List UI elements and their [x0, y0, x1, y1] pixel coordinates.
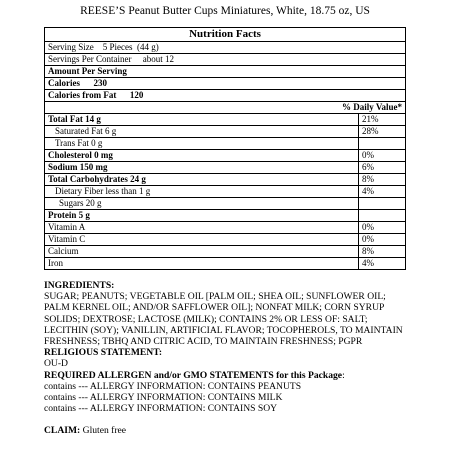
- nutrient-daily-value: 8%: [359, 246, 406, 258]
- serving-size: Serving Size 5 Pieces (44 g): [45, 42, 406, 54]
- nutrient-daily-value: 4%: [359, 186, 406, 198]
- daily-value-header-row: [45, 102, 406, 114]
- nutrient-daily-value: 8%: [359, 174, 406, 186]
- nutrition-heading-row: [45, 28, 406, 42]
- nutrient-label: Total Carbohydrates 24 g: [45, 174, 359, 186]
- nutrition-facts-table: [44, 27, 406, 270]
- calories: Calories 230: [45, 78, 406, 90]
- nutrient-daily-value: 0%: [359, 150, 406, 162]
- calories-from-fat-row: [45, 90, 406, 102]
- nutrient-label: Sugars 20 g: [45, 198, 359, 210]
- nutrient-label: Sodium 150 mg: [45, 162, 359, 174]
- calories-row: [45, 78, 406, 90]
- nutrient-label: Vitamin C: [45, 234, 359, 246]
- nutrient-row: [45, 162, 406, 174]
- allergen-line: contains --- ALLERGY INFORMATION: CONTAINS PEANUTS: [44, 380, 302, 392]
- ingredients-heading: INGREDIENTS:: [44, 280, 115, 291]
- nutrient-row: [45, 174, 406, 186]
- nutrient-daily-value: 28%: [359, 126, 406, 138]
- servings-per-container: Servings Per Container about 12: [45, 54, 406, 66]
- allergen-heading-colon: :: [342, 369, 345, 381]
- daily-value-header: % Daily Value*: [45, 102, 406, 114]
- nutrient-label: Protein 5 g: [45, 210, 359, 222]
- nutrient-label: Dietary Fiber less than 1 g: [45, 186, 359, 198]
- religious-heading: RELIGIOUS STATEMENT:: [44, 347, 163, 359]
- nutrient-daily-value: [359, 198, 406, 210]
- nutrient-daily-value: 4%: [359, 258, 406, 270]
- serving-size-row: [45, 42, 406, 54]
- nutrient-row: [45, 126, 406, 138]
- allergen-heading: REQUIRED ALLERGEN and/or GMO STATEMENTS for this Package: [44, 369, 343, 381]
- product-title: REESE’S Peanut Butter Cups Miniatures, White, 18.75 oz, US: [80, 5, 370, 17]
- nutrient-label: Calcium: [45, 246, 359, 258]
- nutrient-daily-value: 0%: [359, 234, 406, 246]
- nutrient-daily-value: [359, 210, 406, 222]
- nutrient-label: Cholesterol 0 mg: [45, 150, 359, 162]
- ingredients-text: SUGAR; PEANUTS; VEGETABLE OIL [PALM OIL; SHEA OIL; SUNFLOWER OIL; PALM KERNEL OIL; AND/OR SAFFLOWER OIL]; NONFAT MILK; CORN SYRUP SOLIDS; DEXTROSE; LACTOSE (MILK); CONTAINS 2% OR LESS OF: SALT; LECITHIN (SOY); VANILLIN, ARTIFICIAL FLAVOR; TOCOPHEROLS, TO MAINTAIN FRESHNESS; TBHQ AND CITRIC ACID, TO MAINTAIN FRESHNESS; PGPR: [44, 291, 403, 348]
- nutrient-daily-value: 6%: [359, 162, 406, 174]
- nutrient-label: Vitamin A: [45, 222, 359, 234]
- allergen-line: contains --- ALLERGY INFORMATION: CONTAINS SOY: [44, 403, 278, 415]
- nutrient-row: [45, 198, 406, 210]
- nutrient-row: [45, 246, 406, 258]
- nutrient-row: [45, 114, 406, 126]
- claim-heading: CLAIM:: [44, 425, 81, 437]
- nutrient-label: Saturated Fat 6 g: [45, 126, 359, 138]
- nutrient-row: [45, 210, 406, 222]
- nutrient-daily-value: [359, 138, 406, 150]
- nutrient-daily-value: 21%: [359, 114, 406, 126]
- nutrient-row: [45, 222, 406, 234]
- claim-text: Gluten free: [80, 425, 127, 437]
- nutrient-daily-value: 0%: [359, 222, 406, 234]
- allergen-list: [44, 381, 414, 415]
- servings-per-container-row: [45, 54, 406, 66]
- calories-from-fat: Calories from Fat 120: [45, 90, 406, 102]
- nutrient-label: Iron: [45, 258, 359, 270]
- nutrient-label: Trans Fat 0 g: [45, 138, 359, 150]
- nutrient-row: [45, 186, 406, 198]
- nutrient-row: [45, 150, 406, 162]
- amount-per-serving-row: [45, 66, 406, 78]
- nutrient-row: [45, 258, 406, 270]
- nutrient-label: Total Fat 14 g: [45, 114, 359, 126]
- nutrient-row: [45, 138, 406, 150]
- religious-text: OU-D: [44, 358, 68, 370]
- nutrient-row: [45, 234, 406, 246]
- product-information: [44, 280, 414, 437]
- allergen-line: contains --- ALLERGY INFORMATION: CONTAINS MILK: [44, 392, 283, 404]
- amount-per-serving: Amount Per Serving: [45, 66, 406, 78]
- nutrition-heading: Nutrition Facts: [45, 28, 406, 42]
